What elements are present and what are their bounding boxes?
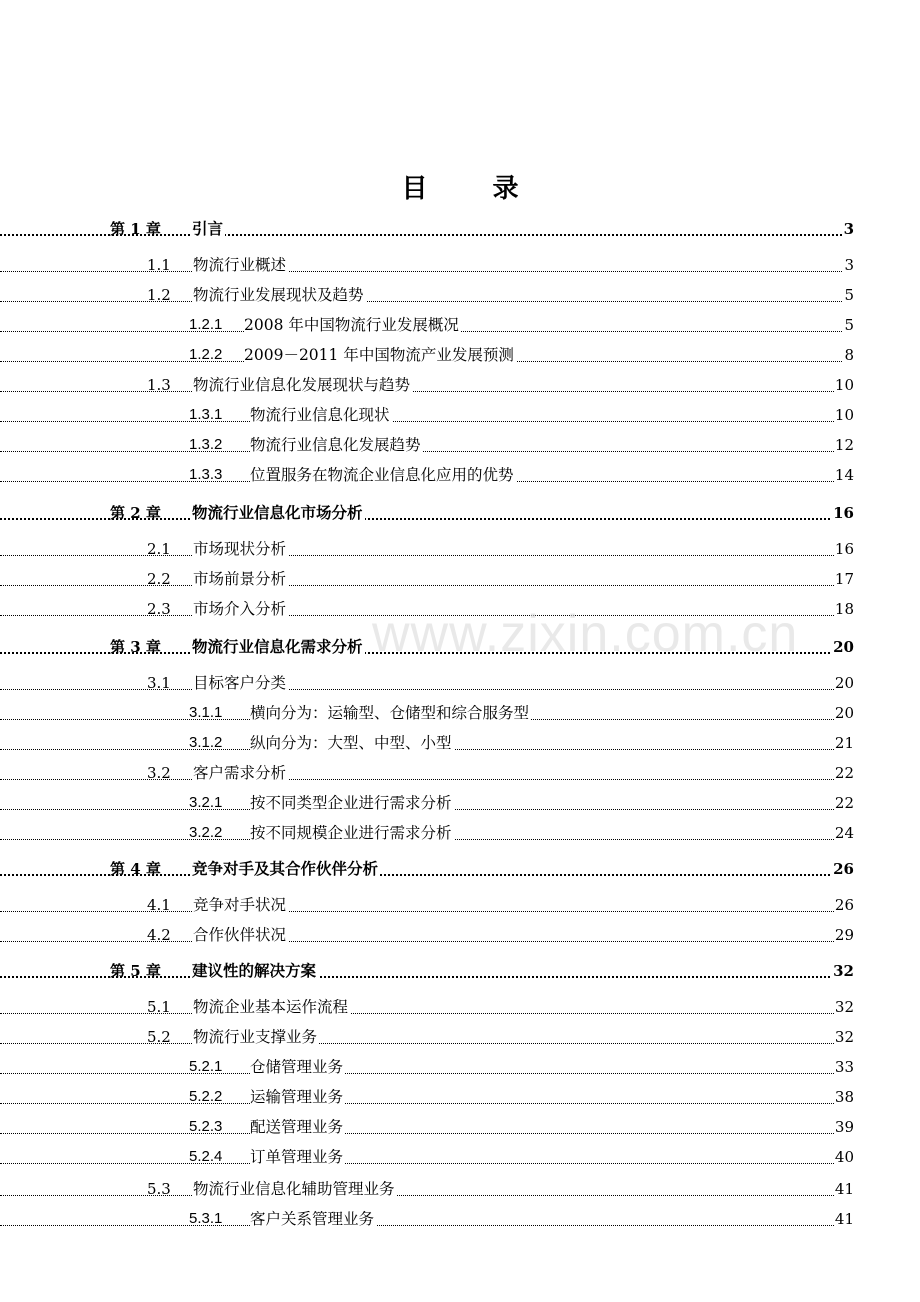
dot-leader <box>0 1133 854 1134</box>
dot-leader <box>0 555 854 556</box>
toc-entry-page-number: 20 <box>832 635 854 659</box>
toc-entry-page-number: 26 <box>832 857 854 881</box>
toc-entry-page-number: 3 <box>843 253 854 277</box>
toc-entry-page-number: 10 <box>834 403 854 427</box>
toc-entry-title: 仓储管理业务 <box>250 1055 345 1079</box>
dot-leader <box>0 941 854 942</box>
toc-entry[interactable] <box>0 1085 920 1109</box>
toc-entry[interactable] <box>0 731 920 755</box>
toc-entry-page-number: 21 <box>834 731 854 755</box>
toc-entry-page-number: 20 <box>834 701 854 725</box>
toc-entry-number: 第 1 章 <box>110 220 161 238</box>
toc-entry-title: 配送管理业务 <box>250 1115 345 1139</box>
toc-entry-title: 物流行业概述 <box>193 253 288 277</box>
toc-entry[interactable] <box>0 217 920 241</box>
toc-entry-title: 物流行业支撑业务 <box>193 1025 319 1049</box>
toc-entry[interactable] <box>0 995 920 1019</box>
toc-entry-number: 1.3.1 <box>189 406 223 423</box>
dot-leader <box>0 271 854 272</box>
toc-entry-title: 物流行业信息化发展现状与趋势 <box>193 373 412 397</box>
toc-entry-number: 第 2 章 <box>110 504 161 522</box>
toc-entry-number: 5.2.2 <box>189 1088 223 1105</box>
toc-entry-number: 1.2.1 <box>189 316 223 333</box>
toc-entry-title: 2008 年中国物流行业发展概况 <box>244 313 461 337</box>
toc-entry-number: 5.2.3 <box>189 1118 223 1135</box>
toc-entry[interactable] <box>0 857 920 881</box>
toc-entry[interactable] <box>0 1055 920 1079</box>
toc-entry-number: 4.1 <box>147 896 171 914</box>
toc-entry-page-number: 32 <box>834 1025 854 1049</box>
toc-entry-title: 2009－2011 年中国物流产业发展预测 <box>244 343 516 367</box>
toc-entry-number: 2.2 <box>147 570 171 588</box>
toc-entry-page-number: 16 <box>834 537 854 561</box>
toc-entry[interactable] <box>0 1025 920 1049</box>
watermark: www.zixin.com.cn <box>372 605 799 663</box>
toc-entry-page-number: 17 <box>834 567 854 591</box>
toc-entry-page-number: 38 <box>834 1085 854 1109</box>
toc-entry-title: 竞争对手状况 <box>193 893 288 917</box>
dot-leader <box>0 1013 854 1014</box>
toc-entry-title: 客户关系管理业务 <box>250 1207 376 1231</box>
toc-entry-number: 5.3.1 <box>189 1210 223 1227</box>
toc-entry[interactable] <box>0 671 920 695</box>
toc-entry[interactable] <box>0 1207 920 1231</box>
toc-entry[interactable] <box>0 791 920 815</box>
toc-entry-page-number: 8 <box>843 343 854 367</box>
dot-leader <box>0 301 854 302</box>
toc-entry-title: 建议性的解决方案 <box>192 959 318 983</box>
toc-entry-number: 2.3 <box>147 600 171 618</box>
toc-entry-page-number: 5 <box>843 313 854 337</box>
dot-leader <box>0 1103 854 1104</box>
toc-entry[interactable] <box>0 1145 920 1169</box>
dot-leader <box>0 1163 854 1164</box>
toc-entry-title: 纵向分为：大型、中型、小型 <box>250 731 454 755</box>
dot-leader <box>0 689 854 690</box>
toc-entry-title: 物流行业信息化现状 <box>250 403 392 427</box>
toc-entry-title: 横向分为：运输型、仓储型和综合服务型 <box>250 701 531 725</box>
toc-entry-title: 位置服务在物流企业信息化应用的优势 <box>250 463 516 487</box>
toc-entry-number: 3.2.1 <box>189 794 223 811</box>
toc-entry[interactable] <box>0 463 920 487</box>
toc-entry-page-number: 40 <box>834 1145 854 1169</box>
dot-leader <box>0 615 854 616</box>
toc-entry[interactable] <box>0 821 920 845</box>
toc-entry-number: 1.3.3 <box>189 466 223 483</box>
dot-leader <box>0 585 854 586</box>
toc-entry[interactable] <box>0 597 920 621</box>
toc-entry-title: 客户需求分析 <box>193 761 288 785</box>
toc-entry-title: 按不同规模企业进行需求分析 <box>250 821 454 845</box>
toc-entry-page-number: 18 <box>834 597 854 621</box>
toc-entry-number: 第 4 章 <box>110 860 161 878</box>
toc-entry-number: 3.2 <box>147 764 171 782</box>
toc-entry-page-number: 16 <box>832 501 854 525</box>
toc-entry[interactable] <box>0 1177 920 1201</box>
toc-entry[interactable] <box>0 253 920 277</box>
dot-leader <box>0 421 854 422</box>
toc-entry-title: 物流行业信息化发展趋势 <box>250 433 423 457</box>
toc-entry-number: 5.2 <box>147 1028 171 1046</box>
dot-leader <box>0 779 854 780</box>
dot-leader <box>0 451 854 452</box>
toc-entry-page-number: 12 <box>834 433 854 457</box>
dot-leader <box>0 1043 854 1044</box>
toc-entry-number: 第 3 章 <box>110 638 161 656</box>
toc-entry-page-number: 14 <box>834 463 854 487</box>
toc-entry-title: 市场介入分析 <box>193 597 288 621</box>
toc-entry-title: 合作伙伴状况 <box>193 923 288 947</box>
toc-entry-title: 物流企业基本运作流程 <box>193 995 350 1019</box>
toc-entry[interactable] <box>0 313 920 337</box>
toc-entry[interactable] <box>0 1115 920 1139</box>
toc-entry[interactable] <box>0 433 920 457</box>
toc-entry-title: 物流行业信息化辅助管理业务 <box>193 1177 397 1201</box>
toc-entry-number: 3.1 <box>147 674 171 692</box>
toc-entry[interactable] <box>0 701 920 725</box>
toc-entry[interactable] <box>0 343 920 367</box>
toc-entry-title: 按不同类型企业进行需求分析 <box>250 791 454 815</box>
toc-entry-title: 运输管理业务 <box>250 1085 345 1109</box>
toc-entry-title: 市场现状分析 <box>193 537 288 561</box>
toc-entry[interactable] <box>0 761 920 785</box>
toc-entry[interactable] <box>0 635 920 659</box>
toc-entry-page-number: 20 <box>834 671 854 695</box>
toc-entry-page-number: 41 <box>834 1207 854 1231</box>
toc-entry-number: 4.2 <box>147 926 171 944</box>
toc-entry[interactable] <box>0 893 920 917</box>
toc-entry-page-number: 3 <box>843 217 854 241</box>
toc-entry[interactable] <box>0 283 920 307</box>
toc-entry-title: 物流行业发展现状及趋势 <box>193 283 366 307</box>
toc-entry[interactable] <box>0 501 920 525</box>
toc-entry-number: 5.2.1 <box>189 1058 223 1075</box>
toc-entry-page-number: 5 <box>843 283 854 307</box>
toc-entry-number: 3.1.1 <box>189 704 223 721</box>
toc-entry-number: 1.3 <box>147 376 171 394</box>
toc-entry-page-number: 22 <box>834 791 854 815</box>
toc-entry-title: 物流行业信息化市场分析 <box>192 501 365 525</box>
toc-entry-title: 市场前景分析 <box>193 567 288 591</box>
dot-leader <box>0 1225 854 1226</box>
toc-entry[interactable] <box>0 373 920 397</box>
toc-entry-number: 1.2.2 <box>189 346 223 363</box>
toc-entry-number: 5.1 <box>147 998 171 1016</box>
toc-entry-page-number: 41 <box>834 1177 854 1201</box>
toc-entry-number: 第 5 章 <box>110 962 161 980</box>
toc-entry-page-number: 26 <box>834 893 854 917</box>
dot-leader <box>0 1195 854 1196</box>
toc-entry-page-number: 24 <box>834 821 854 845</box>
dot-leader <box>0 911 854 912</box>
toc-entry-title: 订单管理业务 <box>250 1145 345 1169</box>
toc-entry-number: 3.2.2 <box>189 824 223 841</box>
toc-entry-number: 2.1 <box>147 540 171 558</box>
dot-leader <box>0 1073 854 1074</box>
toc-entry[interactable] <box>0 537 920 561</box>
toc-entry-page-number: 10 <box>834 373 854 397</box>
toc-entry-page-number: 39 <box>834 1115 854 1139</box>
toc-entry[interactable] <box>0 567 920 591</box>
toc-entry-title: 物流行业信息化需求分析 <box>192 635 365 659</box>
toc-entry-number: 5.2.4 <box>189 1148 223 1165</box>
toc-entry[interactable] <box>0 959 920 983</box>
toc-entry[interactable] <box>0 923 920 947</box>
toc-entry-page-number: 32 <box>832 959 854 983</box>
toc-entry-number: 3.1.2 <box>189 734 223 751</box>
toc-entry[interactable] <box>0 403 920 427</box>
toc-entry-page-number: 29 <box>834 923 854 947</box>
toc-entry-page-number: 22 <box>834 761 854 785</box>
toc-entry-number: 1.1 <box>147 256 171 274</box>
toc-entry-page-number: 32 <box>834 995 854 1019</box>
page-title: 目 录 <box>401 174 547 204</box>
toc-entry-title: 引言 <box>192 217 225 241</box>
toc-entry-page-number: 33 <box>834 1055 854 1079</box>
toc-entry-title: 目标客户分类 <box>193 671 288 695</box>
toc-entry-number: 1.3.2 <box>189 436 223 453</box>
toc-entry-number: 1.2 <box>147 286 171 304</box>
toc-entry-title: 竞争对手及其合作伙伴分析 <box>192 857 380 881</box>
dot-leader <box>0 391 854 392</box>
toc-entry-number: 5.3 <box>147 1180 171 1198</box>
